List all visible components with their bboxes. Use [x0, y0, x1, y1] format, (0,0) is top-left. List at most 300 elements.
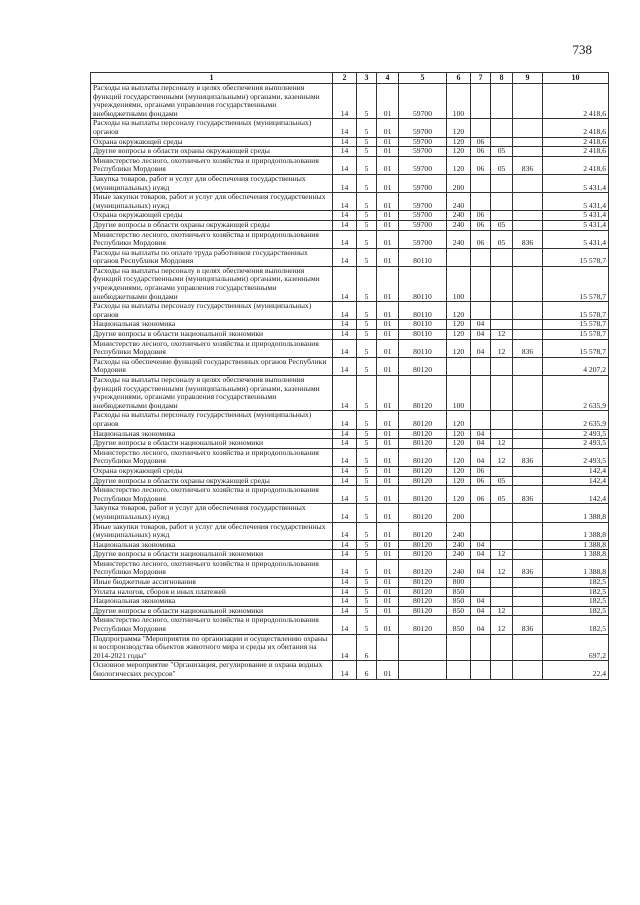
code-direction-cell: 80120 — [399, 597, 447, 607]
code-event-cell: 01 — [377, 550, 399, 560]
code-direction-cell: 80120 — [399, 616, 447, 634]
code-section-cell: 06 — [471, 211, 491, 221]
code-subprogram-cell: 5 — [357, 616, 377, 634]
row-name-cell: Министерство лесного, охотничьего хозяйства и природопользования Республики Мордовия — [91, 156, 333, 174]
column-header: 7 — [471, 73, 491, 84]
code-event-cell: 01 — [377, 220, 399, 230]
code-event-cell: 01 — [377, 330, 399, 340]
amount-cell: 2 635,9 — [543, 411, 609, 429]
column-header: 2 — [333, 73, 357, 84]
code-expense-type-cell: 120 — [447, 486, 471, 504]
code-event-cell: 01 — [377, 137, 399, 147]
code-direction-cell: 59700 — [399, 156, 447, 174]
code-subsection-cell: 12 — [491, 448, 513, 466]
code-event-cell: 01 — [377, 302, 399, 320]
table-row — [91, 411, 609, 429]
code-subprogram-cell: 5 — [357, 411, 377, 429]
code-ministry-cell: 836 — [513, 448, 543, 466]
code-expense-type-cell — [447, 357, 471, 375]
code-section-cell: 06 — [471, 156, 491, 174]
code-expense-type-cell — [447, 661, 471, 679]
code-subprogram-cell: 5 — [357, 266, 377, 301]
code-subprogram-cell: 5 — [357, 211, 377, 221]
code-expense-type-cell: 120 — [447, 439, 471, 449]
code-event-cell: 01 — [377, 357, 399, 375]
amount-cell: 5 431,4 — [543, 230, 609, 248]
code-event-cell: 01 — [377, 616, 399, 634]
row-name-cell: Национальная экономика — [91, 597, 333, 607]
code-direction-cell: 80120 — [399, 522, 447, 540]
code-direction-cell: 80110 — [399, 320, 447, 330]
code-program-cell: 14 — [333, 220, 357, 230]
table-row — [91, 174, 609, 192]
amount-cell: 182,5 — [543, 578, 609, 588]
code-event-cell: 01 — [377, 411, 399, 429]
amount-cell: 2 418,6 — [543, 147, 609, 157]
amount-cell: 2 635,9 — [543, 376, 609, 411]
code-subsection-cell — [491, 357, 513, 375]
amount-cell: 15 578,7 — [543, 266, 609, 301]
row-name-cell: Иные закупки товаров, работ и услуг для обеспечения государственных (муниципальных) нужд — [91, 193, 333, 211]
code-event-cell: 01 — [377, 339, 399, 357]
code-ministry-cell: 836 — [513, 486, 543, 504]
code-subsection-cell — [491, 266, 513, 301]
code-subprogram-cell: 6 — [357, 661, 377, 679]
table-row — [91, 302, 609, 320]
table-row — [91, 634, 609, 661]
code-subprogram-cell: 5 — [357, 522, 377, 540]
row-name-cell: Министерство лесного, охотничьего хозяйства и природопользования Республики Мордовия — [91, 486, 333, 504]
code-section-cell: 04 — [471, 339, 491, 357]
row-name-cell: Расходы на выплаты персоналу государственных (муниципальных) органов — [91, 411, 333, 429]
code-program-cell: 14 — [333, 504, 357, 522]
code-program-cell: 14 — [333, 211, 357, 221]
code-event-cell: 01 — [377, 174, 399, 192]
code-ministry-cell — [513, 587, 543, 597]
code-program-cell: 14 — [333, 661, 357, 679]
amount-cell: 2 493,5 — [543, 439, 609, 449]
budget-table — [90, 72, 609, 680]
code-program-cell: 14 — [333, 597, 357, 607]
code-ministry-cell — [513, 550, 543, 560]
code-expense-type-cell: 100 — [447, 84, 471, 119]
code-program-cell: 14 — [333, 119, 357, 137]
table-row — [91, 266, 609, 301]
code-subprogram-cell: 5 — [357, 448, 377, 466]
code-ministry-cell — [513, 597, 543, 607]
table-row — [91, 156, 609, 174]
code-expense-type-cell: 240 — [447, 540, 471, 550]
code-ministry-cell — [513, 504, 543, 522]
code-ministry-cell — [513, 357, 543, 375]
amount-cell: 142,4 — [543, 486, 609, 504]
table-row — [91, 439, 609, 449]
header-row — [91, 73, 609, 84]
table-row — [91, 578, 609, 588]
code-program-cell: 14 — [333, 266, 357, 301]
code-ministry-cell — [513, 540, 543, 550]
code-expense-type-cell: 120 — [447, 339, 471, 357]
column-header: 6 — [447, 73, 471, 84]
row-name-cell: Основное мероприятие "Организация, регулирование и охрана водных биологических ресурсов" — [91, 661, 333, 679]
code-subprogram-cell: 5 — [357, 84, 377, 119]
code-subprogram-cell: 5 — [357, 578, 377, 588]
code-ministry-cell — [513, 220, 543, 230]
code-subprogram-cell: 5 — [357, 376, 377, 411]
row-name-cell: Министерство лесного, охотничьего хозяйства и природопользования Республики Мордовия — [91, 339, 333, 357]
column-header: 3 — [357, 73, 377, 84]
code-ministry-cell: 836 — [513, 339, 543, 357]
amount-cell: 2 418,6 — [543, 84, 609, 119]
code-program-cell: 14 — [333, 411, 357, 429]
code-expense-type-cell: 850 — [447, 606, 471, 616]
code-program-cell: 14 — [333, 429, 357, 439]
amount-cell: 2 493,5 — [543, 429, 609, 439]
code-expense-type-cell: 120 — [447, 156, 471, 174]
code-program-cell: 14 — [333, 320, 357, 330]
code-direction-cell: 80120 — [399, 606, 447, 616]
code-section-cell — [471, 634, 491, 661]
row-name-cell: Министерство лесного, охотничьего хозяйства и природопользования Республики Мордовия — [91, 448, 333, 466]
amount-cell: 5 431,4 — [543, 174, 609, 192]
code-subsection-cell — [491, 661, 513, 679]
code-expense-type-cell: 240 — [447, 522, 471, 540]
code-program-cell: 14 — [333, 137, 357, 147]
code-subsection-cell — [491, 587, 513, 597]
code-subprogram-cell: 5 — [357, 439, 377, 449]
code-ministry-cell: 836 — [513, 559, 543, 577]
code-direction-cell: 80110 — [399, 248, 447, 266]
code-event-cell: 01 — [377, 230, 399, 248]
code-direction-cell: 59700 — [399, 137, 447, 147]
table-row — [91, 550, 609, 560]
code-event-cell — [377, 634, 399, 661]
code-section-cell: 06 — [471, 147, 491, 157]
code-section-cell — [471, 302, 491, 320]
table-row — [91, 448, 609, 466]
row-name-cell: Национальная экономика — [91, 540, 333, 550]
code-program-cell: 14 — [333, 587, 357, 597]
code-subprogram-cell: 6 — [357, 634, 377, 661]
code-ministry-cell — [513, 119, 543, 137]
code-direction-cell: 59700 — [399, 220, 447, 230]
code-expense-type-cell: 240 — [447, 550, 471, 560]
code-event-cell: 01 — [377, 429, 399, 439]
table-row — [91, 597, 609, 607]
code-subsection-cell: 05 — [491, 156, 513, 174]
amount-cell: 182,5 — [543, 587, 609, 597]
row-name-cell: Охрана окружающей среды — [91, 466, 333, 476]
table-body — [91, 84, 609, 680]
code-section-cell — [471, 376, 491, 411]
code-program-cell: 14 — [333, 376, 357, 411]
code-ministry-cell — [513, 466, 543, 476]
code-direction-cell: 80120 — [399, 587, 447, 597]
table-row — [91, 661, 609, 679]
table-row — [91, 193, 609, 211]
amount-cell: 15 578,7 — [543, 320, 609, 330]
code-expense-type-cell: 850 — [447, 597, 471, 607]
table-row — [91, 504, 609, 522]
code-subsection-cell — [491, 411, 513, 429]
code-program-cell: 14 — [333, 578, 357, 588]
table-row — [91, 84, 609, 119]
code-event-cell: 01 — [377, 320, 399, 330]
amount-cell: 142,4 — [543, 476, 609, 486]
row-name-cell: Закупка товаров, работ и услуг для обеспечения государственных (муниципальных) нужд — [91, 174, 333, 192]
code-event-cell: 01 — [377, 597, 399, 607]
code-program-cell: 14 — [333, 486, 357, 504]
code-event-cell: 01 — [377, 119, 399, 137]
code-program-cell: 14 — [333, 174, 357, 192]
column-header: 8 — [491, 73, 513, 84]
code-subsection-cell — [491, 466, 513, 476]
code-program-cell: 14 — [333, 339, 357, 357]
row-name-cell: Иные бюджетные ассигнования — [91, 578, 333, 588]
amount-cell: 1 388,8 — [543, 550, 609, 560]
code-event-cell: 01 — [377, 540, 399, 550]
column-header: 9 — [513, 73, 543, 84]
row-name-cell: Другие вопросы в области охраны окружающей среды — [91, 220, 333, 230]
code-section-cell — [471, 119, 491, 137]
code-section-cell — [471, 411, 491, 429]
row-name-cell: Закупка товаров, работ и услуг для обеспечения государственных (муниципальных) нужд — [91, 504, 333, 522]
code-subsection-cell: 12 — [491, 330, 513, 340]
code-direction-cell: 59700 — [399, 84, 447, 119]
amount-cell: 2 418,6 — [543, 156, 609, 174]
code-event-cell: 01 — [377, 578, 399, 588]
code-section-cell — [471, 266, 491, 301]
code-subprogram-cell: 5 — [357, 587, 377, 597]
code-subsection-cell: 05 — [491, 486, 513, 504]
code-expense-type-cell: 120 — [447, 320, 471, 330]
code-expense-type-cell: 120 — [447, 302, 471, 320]
code-section-cell — [471, 578, 491, 588]
table-row — [91, 466, 609, 476]
code-section-cell: 06 — [471, 230, 491, 248]
code-direction-cell: 80120 — [399, 429, 447, 439]
code-subprogram-cell: 5 — [357, 339, 377, 357]
code-subsection-cell — [491, 376, 513, 411]
code-subsection-cell — [491, 84, 513, 119]
table-row — [91, 559, 609, 577]
code-expense-type-cell: 240 — [447, 230, 471, 248]
code-subsection-cell: 05 — [491, 476, 513, 486]
code-subprogram-cell: 5 — [357, 429, 377, 439]
column-header: 5 — [399, 73, 447, 84]
code-program-cell: 14 — [333, 476, 357, 486]
code-event-cell: 01 — [377, 248, 399, 266]
amount-cell: 15 578,7 — [543, 302, 609, 320]
table-row — [91, 616, 609, 634]
code-event-cell: 01 — [377, 486, 399, 504]
code-ministry-cell — [513, 578, 543, 588]
code-subsection-cell — [491, 578, 513, 588]
code-section-cell: 06 — [471, 476, 491, 486]
code-subprogram-cell: 5 — [357, 559, 377, 577]
table-row — [91, 147, 609, 157]
code-expense-type-cell: 240 — [447, 211, 471, 221]
code-ministry-cell — [513, 661, 543, 679]
code-ministry-cell — [513, 522, 543, 540]
code-section-cell: 04 — [471, 597, 491, 607]
row-name-cell: Охрана окружающей среды — [91, 137, 333, 147]
code-subsection-cell — [491, 119, 513, 137]
code-direction-cell: 59700 — [399, 230, 447, 248]
code-expense-type-cell: 120 — [447, 147, 471, 157]
code-event-cell: 01 — [377, 156, 399, 174]
amount-cell: 697,2 — [543, 634, 609, 661]
code-section-cell — [471, 193, 491, 211]
code-expense-type-cell: 240 — [447, 220, 471, 230]
column-header: 4 — [377, 73, 399, 84]
column-header: 10 — [543, 73, 609, 84]
code-direction-cell: 80120 — [399, 448, 447, 466]
code-program-cell: 14 — [333, 330, 357, 340]
code-subsection-cell — [491, 174, 513, 192]
row-name-cell: Расходы на выплаты персоналу в целях обеспечения выполнения функций государственными (муниципальными) органами, казенными учреждениями, органами управления государственными внебюджетными фондами — [91, 84, 333, 119]
code-subprogram-cell: 5 — [357, 147, 377, 157]
amount-cell: 5 431,4 — [543, 220, 609, 230]
code-program-cell: 14 — [333, 84, 357, 119]
amount-cell: 4 207,2 — [543, 357, 609, 375]
code-expense-type-cell: 100 — [447, 376, 471, 411]
row-name-cell: Расходы на выплаты персоналу государственных (муниципальных) органов — [91, 302, 333, 320]
code-direction-cell: 80120 — [399, 540, 447, 550]
row-name-cell: Другие вопросы в области национальной экономики — [91, 606, 333, 616]
code-ministry-cell — [513, 302, 543, 320]
code-expense-type-cell: 120 — [447, 429, 471, 439]
code-ministry-cell — [513, 439, 543, 449]
code-event-cell: 01 — [377, 211, 399, 221]
code-program-cell: 14 — [333, 193, 357, 211]
code-subprogram-cell: 5 — [357, 550, 377, 560]
code-subsection-cell: 05 — [491, 220, 513, 230]
code-ministry-cell: 836 — [513, 156, 543, 174]
code-expense-type-cell: 800 — [447, 578, 471, 588]
code-direction-cell: 80110 — [399, 330, 447, 340]
code-direction-cell: 59700 — [399, 193, 447, 211]
row-name-cell: Расходы на выплаты персоналу в целях обеспечения выполнения функций государственными (муниципальными) органами, казенными учреждениями, органами управления государственными внебюджетными фондами — [91, 266, 333, 301]
code-subsection-cell: 12 — [491, 559, 513, 577]
code-subprogram-cell: 5 — [357, 320, 377, 330]
code-section-cell — [471, 174, 491, 192]
table-row — [91, 119, 609, 137]
code-program-cell: 14 — [333, 439, 357, 449]
code-event-cell: 01 — [377, 266, 399, 301]
code-subprogram-cell: 5 — [357, 174, 377, 192]
amount-cell: 22,4 — [543, 661, 609, 679]
code-ministry-cell — [513, 137, 543, 147]
code-program-cell: 14 — [333, 230, 357, 248]
code-ministry-cell — [513, 429, 543, 439]
code-subsection-cell — [491, 248, 513, 266]
code-program-cell: 14 — [333, 156, 357, 174]
code-event-cell: 01 — [377, 466, 399, 476]
table-row — [91, 248, 609, 266]
code-program-cell: 14 — [333, 522, 357, 540]
code-subprogram-cell: 5 — [357, 476, 377, 486]
amount-cell: 15 578,7 — [543, 330, 609, 340]
row-name-cell: Уплата налогов, сборов и иных платежей — [91, 587, 333, 597]
code-expense-type-cell: 120 — [447, 119, 471, 137]
code-section-cell: 06 — [471, 486, 491, 504]
code-subprogram-cell: 5 — [357, 248, 377, 266]
code-ministry-cell — [513, 84, 543, 119]
code-event-cell: 01 — [377, 661, 399, 679]
code-program-cell: 14 — [333, 559, 357, 577]
code-expense-type-cell: 240 — [447, 559, 471, 577]
code-direction-cell: 80120 — [399, 550, 447, 560]
code-section-cell: 04 — [471, 616, 491, 634]
amount-cell: 182,5 — [543, 606, 609, 616]
code-section-cell — [471, 357, 491, 375]
code-subprogram-cell: 5 — [357, 193, 377, 211]
code-subprogram-cell: 5 — [357, 137, 377, 147]
code-subprogram-cell: 5 — [357, 230, 377, 248]
budget-table-container — [90, 72, 608, 680]
table-row — [91, 486, 609, 504]
code-section-cell — [471, 522, 491, 540]
code-ministry-cell — [513, 193, 543, 211]
code-ministry-cell: 836 — [513, 616, 543, 634]
code-section-cell: 04 — [471, 330, 491, 340]
row-name-cell: Расходы на обеспечение функций государственных органов Республики Мордовия — [91, 357, 333, 375]
code-subsection-cell — [491, 597, 513, 607]
code-section-cell: 04 — [471, 448, 491, 466]
code-event-cell: 01 — [377, 606, 399, 616]
code-expense-type-cell: 120 — [447, 466, 471, 476]
row-name-cell: Расходы на выплаты персоналу в целях обеспечения выполнения функций государственными (муниципальными) органами, казенными учреждениями, органами управления государственными внебюджетными фондами — [91, 376, 333, 411]
row-name-cell: Другие вопросы в области охраны окружающей среды — [91, 476, 333, 486]
page-number: 738 — [572, 42, 592, 57]
row-name-cell: Иные закупки товаров, работ и услуг для обеспечения государственных (муниципальных) нужд — [91, 522, 333, 540]
code-event-cell: 01 — [377, 376, 399, 411]
code-program-cell: 14 — [333, 634, 357, 661]
row-name-cell: Другие вопросы в области национальной экономики — [91, 439, 333, 449]
code-subsection-cell — [491, 522, 513, 540]
code-ministry-cell — [513, 248, 543, 266]
table-row — [91, 357, 609, 375]
code-ministry-cell — [513, 174, 543, 192]
code-expense-type-cell: 850 — [447, 616, 471, 634]
row-name-cell: Национальная экономика — [91, 320, 333, 330]
table-row — [91, 220, 609, 230]
code-subprogram-cell: 5 — [357, 486, 377, 504]
code-direction-cell: 80110 — [399, 339, 447, 357]
code-direction-cell: 59700 — [399, 119, 447, 137]
code-direction-cell — [399, 634, 447, 661]
code-subsection-cell: 05 — [491, 230, 513, 248]
code-section-cell — [471, 84, 491, 119]
table-row — [91, 330, 609, 340]
code-ministry-cell — [513, 476, 543, 486]
code-direction-cell — [399, 661, 447, 679]
code-direction-cell: 80120 — [399, 411, 447, 429]
code-event-cell: 01 — [377, 84, 399, 119]
code-subsection-cell: 12 — [491, 606, 513, 616]
code-direction-cell: 80110 — [399, 266, 447, 301]
code-section-cell: 04 — [471, 429, 491, 439]
table-row — [91, 376, 609, 411]
amount-cell: 5 431,4 — [543, 193, 609, 211]
code-program-cell: 14 — [333, 357, 357, 375]
code-expense-type-cell: 120 — [447, 411, 471, 429]
code-subsection-cell — [491, 302, 513, 320]
code-section-cell: 06 — [471, 137, 491, 147]
table-row — [91, 339, 609, 357]
code-expense-type-cell: 200 — [447, 504, 471, 522]
